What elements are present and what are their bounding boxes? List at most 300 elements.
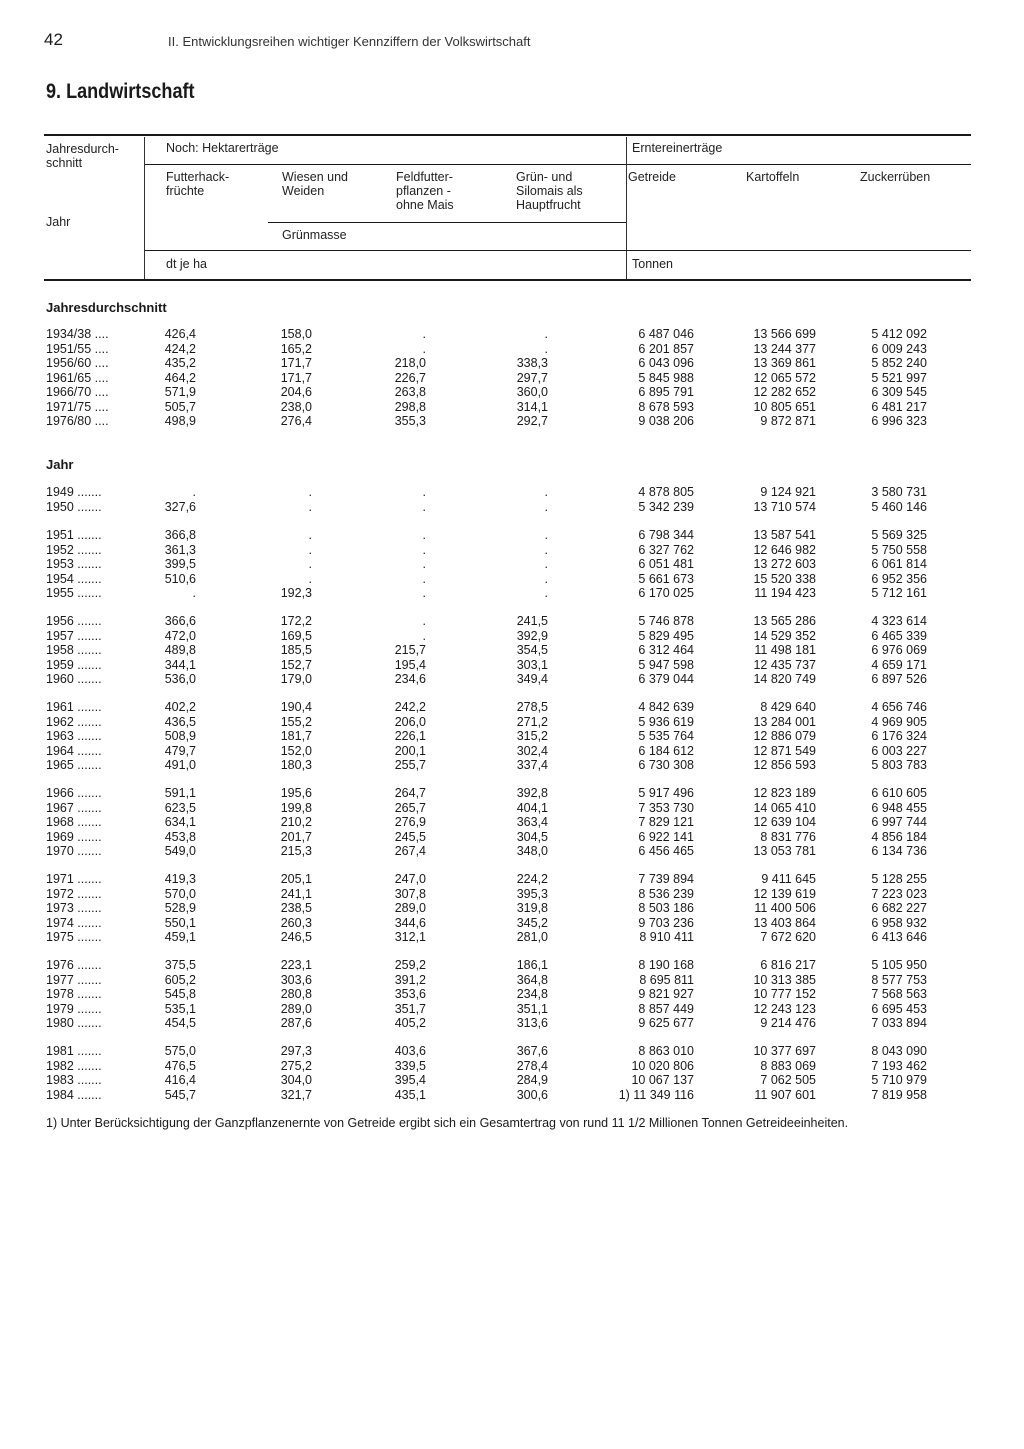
wiesen-value: 181,7 (280, 729, 312, 743)
col-header-zuckerrueben: Zuckerrüben (860, 170, 931, 184)
futterhack-value: 344,1 (164, 657, 196, 672)
wiesen-value: 199,8 (280, 800, 312, 815)
table-row (0, 342, 1024, 357)
table-row (0, 1059, 1024, 1074)
gruenmais-value: 338,3 (516, 356, 548, 370)
getreide-value: 8 857 449 (638, 1001, 694, 1016)
kartoffeln-value: 15 520 338 (753, 571, 816, 586)
wiesen-value: . (308, 571, 312, 586)
getreide-value: 1) 11 349 116 (618, 1087, 694, 1102)
feldfutter-value: 226,7 (394, 370, 426, 385)
zuckerrueben-value: 6 061 814 (871, 557, 927, 571)
zuckerrueben-value: 5 852 240 (871, 356, 927, 370)
row-label: 1964 ....... (46, 743, 102, 758)
kartoffeln-value: 14 820 749 (753, 672, 816, 686)
kartoffeln-value: 8 831 776 (760, 829, 816, 844)
futterhack-value: 419,3 (164, 872, 196, 886)
unit-tonnen: Tonnen (632, 257, 674, 271)
wiesen-value: 180,3 (280, 758, 312, 772)
getreide-value: 6 184 612 (638, 743, 694, 758)
zuckerrueben-value: 6 897 526 (871, 672, 927, 686)
row-label: 1971/75 .... (46, 399, 109, 414)
table-row (0, 485, 1024, 500)
gruenmais-value: 364,8 (516, 972, 548, 987)
zuckerrueben-value: 7 568 563 (871, 987, 927, 1001)
futterhack-value: 416,4 (164, 1073, 196, 1087)
feldfutter-value: 351,7 (394, 1001, 426, 1016)
getreide-value: 5 947 598 (638, 657, 694, 672)
futterhack-value: 472,0 (164, 628, 196, 643)
row-label: 1979 ....... (46, 1001, 102, 1016)
wiesen-value: 204,6 (280, 385, 312, 399)
futterhack-value: 361,3 (164, 542, 196, 557)
kartoffeln-value: 9 124 921 (760, 485, 816, 499)
table-row (0, 758, 1024, 773)
futterhack-value: 454,5 (164, 1016, 196, 1030)
gruenmais-value: . (544, 485, 548, 499)
rule-units (145, 250, 971, 251)
kartoffeln-value: 9 411 645 (761, 872, 816, 886)
getreide-value: 7 353 730 (638, 800, 694, 815)
gruenmais-value: 345,2 (516, 915, 548, 930)
kartoffeln-value: 9 214 476 (760, 1016, 816, 1030)
futterhack-value: 549,0 (164, 844, 196, 858)
getreide-value: 6 170 025 (638, 586, 694, 600)
getreide-value: 8 695 811 (639, 972, 694, 987)
col-header-wiesen: Wiesen und Weiden (282, 170, 349, 198)
getreide-value: 8 910 411 (639, 930, 694, 944)
rule-header-bottom (44, 279, 971, 281)
row-label: 1949 ....... (46, 485, 102, 499)
getreide-value: 5 936 619 (638, 714, 694, 729)
wiesen-value: . (308, 557, 312, 571)
row-label: 1960 ....... (46, 672, 102, 686)
zuckerrueben-value: 3 580 731 (871, 485, 927, 499)
futterhack-value: . (192, 485, 196, 499)
col-header-getreide: Getreide (628, 170, 676, 184)
futterhack-value: 545,7 (164, 1087, 196, 1102)
getreide-value: 6 487 046 (638, 327, 694, 341)
wiesen-value: 171,7 (280, 356, 312, 370)
zuckerrueben-value: 7 033 894 (871, 1016, 927, 1030)
zuckerrueben-value: 6 952 356 (871, 571, 927, 586)
futterhack-value: 536,0 (164, 672, 196, 686)
kartoffeln-value: 7 062 505 (760, 1073, 816, 1087)
futterhack-value: 426,4 (164, 327, 196, 341)
getreide-value: 6 922 141 (638, 829, 694, 844)
feldfutter-value: 215,7 (394, 643, 426, 657)
getreide-value: 6 730 308 (638, 758, 694, 772)
getreide-value: 7 739 894 (638, 872, 694, 886)
wiesen-value: 275,2 (280, 1058, 312, 1073)
gruenmais-value: 281,0 (516, 930, 548, 944)
group-header-hektar: Noch: Hektarerträge (166, 141, 279, 155)
feldfutter-value: . (422, 586, 426, 600)
table-row (0, 385, 1024, 400)
row-label: 1982 ....... (46, 1058, 102, 1073)
feldfutter-value: . (422, 557, 426, 571)
wiesen-value: 303,6 (280, 972, 312, 987)
feldfutter-value: 391,2 (394, 972, 426, 987)
getreide-value: 5 661 673 (638, 571, 694, 586)
wiesen-value: 158,0 (280, 327, 312, 341)
kartoffeln-value: 9 872 871 (760, 414, 816, 428)
futterhack-value: 435,2 (164, 356, 196, 370)
wiesen-value: . (308, 485, 312, 499)
kartoffeln-value: 13 244 377 (753, 341, 816, 356)
wiesen-value: . (308, 499, 312, 514)
row-label: 1952 ....... (46, 542, 102, 557)
table-row (0, 830, 1024, 845)
zuckerrueben-value: 6 997 744 (871, 815, 927, 829)
gruenmais-value: 315,2 (516, 729, 548, 743)
table-row (0, 1073, 1024, 1088)
feldfutter-value: 435,1 (394, 1087, 426, 1102)
row-label: 1969 ....... (46, 829, 102, 844)
feldfutter-value: 395,4 (394, 1073, 426, 1087)
kartoffeln-value: 13 369 861 (753, 356, 816, 370)
gruenmais-value: 271,2 (516, 714, 548, 729)
zuckerrueben-value: 5 128 255 (871, 872, 927, 886)
gruenmais-value: . (544, 499, 548, 514)
futterhack-value: 491,0 (164, 758, 196, 772)
getreide-value: 6 201 857 (638, 341, 694, 356)
kartoffeln-value: 12 871 549 (753, 743, 816, 758)
futterhack-value: 476,5 (164, 1058, 196, 1073)
stub-header-top: Jahresdurch- schnitt (46, 142, 119, 170)
zuckerrueben-value: 4 856 184 (871, 829, 927, 844)
table-row (0, 614, 1024, 629)
getreide-value: 7 829 121 (638, 815, 694, 829)
row-label: 1981 ....... (46, 1044, 102, 1058)
wiesen-value: 192,3 (280, 586, 312, 600)
table-row (0, 629, 1024, 644)
futterhack-value: . (192, 586, 196, 600)
getreide-value: 5 746 878 (638, 614, 694, 628)
row-label: 1977 ....... (46, 972, 102, 987)
kartoffeln-value: 11 498 181 (754, 643, 816, 657)
kartoffeln-value: 11 194 423 (754, 586, 816, 600)
feldfutter-value: . (422, 327, 426, 341)
feldfutter-value: 195,4 (394, 657, 426, 672)
gruenmais-value: 302,4 (516, 743, 548, 758)
gruenmais-value: 354,5 (516, 643, 548, 657)
table-row (0, 801, 1024, 816)
futterhack-value: 366,8 (164, 528, 196, 542)
futterhack-value: 634,1 (164, 815, 196, 829)
kartoffeln-value: 13 403 864 (753, 915, 816, 930)
feldfutter-value: 353,6 (394, 987, 426, 1001)
wiesen-value: 165,2 (280, 341, 312, 356)
getreide-value: 5 917 496 (638, 786, 694, 800)
wiesen-value: 260,3 (280, 915, 312, 930)
gruenmais-value: 224,2 (516, 872, 548, 886)
table-row (0, 672, 1024, 687)
kartoffeln-value: 6 816 217 (760, 958, 816, 972)
getreide-value: 6 051 481 (638, 557, 694, 571)
row-label: 1953 ....... (46, 557, 102, 571)
gruenmais-value: 360,0 (516, 385, 548, 399)
gruenmais-value: 367,6 (516, 1044, 548, 1058)
futterhack-value: 510,6 (164, 571, 196, 586)
zuckerrueben-value: 5 569 325 (871, 528, 927, 542)
getreide-value: 9 821 927 (638, 987, 694, 1001)
futterhack-value: 545,8 (164, 987, 196, 1001)
futterhack-value: 464,2 (164, 370, 196, 385)
wiesen-value: . (308, 528, 312, 542)
section-heading-average: Jahresdurchschnitt (46, 300, 167, 315)
gruenmais-value: 349,4 (516, 672, 548, 686)
table-row (0, 958, 1024, 973)
gruenmais-value: 395,3 (516, 886, 548, 901)
gruenmais-value: 313,6 (516, 1016, 548, 1030)
wiesen-value: 304,0 (280, 1073, 312, 1087)
kartoffeln-value: 13 565 286 (753, 614, 816, 628)
kartoffeln-value: 13 566 699 (753, 327, 816, 341)
kartoffeln-value: 12 823 189 (753, 786, 816, 800)
getreide-value: 9 038 206 (638, 414, 694, 428)
wiesen-value: 238,5 (280, 901, 312, 915)
getreide-value: 8 536 239 (638, 886, 694, 901)
zuckerrueben-value: 6 958 932 (871, 915, 927, 930)
row-label: 1967 ....... (46, 800, 102, 815)
row-label: 1980 ....... (46, 1016, 102, 1030)
table-row (0, 543, 1024, 558)
wiesen-value: 238,0 (280, 399, 312, 414)
getreide-value: 4 842 639 (638, 700, 694, 714)
wiesen-value: 201,7 (280, 829, 312, 844)
wiesen-value: 185,5 (280, 643, 312, 657)
zuckerrueben-value: 4 323 614 (871, 614, 927, 628)
gruenmais-value: . (544, 528, 548, 542)
col-header-futterhack: Futterhack- früchte (166, 170, 230, 198)
getreide-value: 5 829 495 (638, 628, 694, 643)
wiesen-value: 172,2 (280, 614, 312, 628)
running-header: II. Entwicklungsreihen wichtiger Kennziffern der Volkswirtschaft (168, 34, 531, 49)
feldfutter-value: 405,2 (394, 1016, 426, 1030)
futterhack-value: 366,6 (164, 614, 196, 628)
getreide-value: 6 895 791 (638, 385, 694, 399)
table-row (0, 1016, 1024, 1031)
row-label: 1972 ....... (46, 886, 102, 901)
getreide-value: 10 020 806 (631, 1058, 694, 1073)
gruenmais-value: 300,6 (516, 1087, 548, 1102)
feldfutter-value: 276,9 (394, 815, 426, 829)
row-label: 1957 ....... (46, 628, 102, 643)
getreide-value: 5 845 988 (638, 370, 694, 385)
row-label: 1934/38 .... (46, 327, 109, 341)
row-label: 1963 ....... (46, 729, 102, 743)
kartoffeln-value: 12 639 104 (753, 815, 816, 829)
feldfutter-value: 339,5 (394, 1058, 426, 1073)
futterhack-value: 402,2 (164, 700, 196, 714)
futterhack-value: 571,9 (164, 385, 196, 399)
wiesen-value: 179,0 (280, 672, 312, 686)
zuckerrueben-value: 6 682 227 (871, 901, 927, 915)
table-row (0, 572, 1024, 587)
feldfutter-value: 200,1 (394, 743, 426, 758)
divider-stub (144, 137, 145, 279)
kartoffeln-value: 12 065 572 (753, 370, 816, 385)
getreide-value: 5 535 764 (638, 729, 694, 743)
zuckerrueben-value: 5 105 950 (871, 958, 927, 972)
table-row (0, 744, 1024, 759)
feldfutter-value: 226,1 (394, 729, 426, 743)
zuckerrueben-value: 5 710 979 (871, 1073, 927, 1087)
row-label: 1984 ....... (46, 1087, 102, 1102)
feldfutter-value: 234,6 (394, 672, 426, 686)
zuckerrueben-value: 6 176 324 (871, 729, 927, 743)
zuckerrueben-value: 6 996 323 (871, 414, 927, 428)
row-label: 1974 ....... (46, 915, 102, 930)
row-label: 1951 ....... (46, 528, 102, 542)
wiesen-value: 190,4 (280, 700, 312, 714)
futterhack-value: 528,9 (164, 901, 196, 915)
table-row (0, 1088, 1024, 1103)
zuckerrueben-value: 6 948 455 (871, 800, 927, 815)
gruenmais-value: 278,4 (516, 1058, 548, 1073)
feldfutter-value: 265,7 (394, 800, 426, 815)
table-row (0, 371, 1024, 386)
futterhack-value: 459,1 (164, 930, 196, 944)
row-label: 1954 ....... (46, 571, 102, 586)
getreide-value: 6 043 096 (638, 356, 694, 370)
gruenmais-value: 284,9 (516, 1073, 548, 1087)
wiesen-value: 276,4 (280, 414, 312, 428)
table-row (0, 356, 1024, 371)
gruenmais-value: 297,7 (516, 370, 548, 385)
getreide-value: 8 190 168 (638, 958, 694, 972)
kartoffeln-value: 10 377 697 (753, 1044, 816, 1058)
wiesen-value: 321,7 (280, 1087, 312, 1102)
futterhack-value: 327,6 (164, 499, 196, 514)
wiesen-value: 241,1 (280, 886, 312, 901)
gruenmais-value: . (544, 586, 548, 600)
wiesen-value: 297,3 (280, 1044, 312, 1058)
kartoffeln-value: 12 139 619 (753, 886, 816, 901)
divider-hektar-ernte (626, 137, 627, 279)
table-row (0, 1002, 1024, 1017)
gruenmais-value: 241,5 (516, 614, 548, 628)
row-label: 1951/55 .... (46, 341, 109, 356)
zuckerrueben-value: 6 610 605 (871, 786, 927, 800)
gruenmais-value: . (544, 557, 548, 571)
wiesen-value: 155,2 (280, 714, 312, 729)
zuckerrueben-value: 6 309 545 (871, 385, 927, 399)
getreide-value: 6 456 465 (638, 844, 694, 858)
table-row (0, 844, 1024, 859)
kartoffeln-value: 14 065 410 (753, 800, 816, 815)
gruenmais-value: . (544, 571, 548, 586)
table-row (0, 916, 1024, 931)
gruenmais-value: 351,1 (516, 1001, 548, 1016)
getreide-value: 4 878 805 (638, 485, 694, 499)
row-label: 1966 ....... (46, 786, 102, 800)
gruenmais-value: 392,8 (516, 786, 548, 800)
feldfutter-value: 259,2 (394, 958, 426, 972)
futterhack-value: 505,7 (164, 399, 196, 414)
wiesen-value: 171,7 (280, 370, 312, 385)
futterhack-value: 575,0 (164, 1044, 196, 1058)
feldfutter-value: 344,6 (394, 915, 426, 930)
table-row (0, 700, 1024, 715)
wiesen-value: 287,6 (280, 1016, 312, 1030)
row-label: 1961 ....... (46, 700, 102, 714)
table-row (0, 643, 1024, 658)
kartoffeln-value: 7 672 620 (760, 930, 816, 944)
kartoffeln-value: 12 646 982 (753, 542, 816, 557)
zuckerrueben-value: 5 521 997 (871, 370, 927, 385)
feldfutter-value: . (422, 499, 426, 514)
futterhack-value: 399,5 (164, 557, 196, 571)
zuckerrueben-value: 7 223 023 (871, 886, 927, 901)
kartoffeln-value: 12 856 593 (753, 758, 816, 772)
row-label: 1958 ....... (46, 643, 102, 657)
row-label: 1956 ....... (46, 614, 102, 628)
feldfutter-value: 245,5 (394, 829, 426, 844)
getreide-value: 6 312 464 (638, 643, 694, 657)
row-label: 1971 ....... (46, 872, 102, 886)
wiesen-value: 210,2 (280, 815, 312, 829)
zuckerrueben-value: 6 134 736 (871, 844, 927, 858)
gruenmais-value: 319,8 (516, 901, 548, 915)
getreide-value: 9 703 236 (638, 915, 694, 930)
gruenmais-value: 363,4 (516, 815, 548, 829)
kartoffeln-value: 12 886 079 (753, 729, 816, 743)
wiesen-value: 289,0 (280, 1001, 312, 1016)
table-row (0, 729, 1024, 744)
kartoffeln-value: 13 587 541 (753, 528, 816, 542)
table-row (0, 500, 1024, 515)
row-label: 1970 ....... (46, 844, 102, 858)
gruenmais-value: 186,1 (516, 958, 548, 972)
kartoffeln-value: 13 284 001 (753, 714, 816, 729)
feldfutter-value: 267,4 (394, 844, 426, 858)
row-label: 1983 ....... (46, 1073, 102, 1087)
gruenmais-value: . (544, 542, 548, 557)
feldfutter-value: . (422, 542, 426, 557)
zuckerrueben-value: 4 969 905 (871, 714, 927, 729)
col-header-gruenmais: Grün- und Silomais als Hauptfrucht (516, 170, 583, 212)
feldfutter-value: 289,0 (394, 901, 426, 915)
row-label: 1961/65 .... (46, 370, 109, 385)
kartoffeln-value: 10 313 385 (753, 972, 816, 987)
wiesen-value: . (308, 542, 312, 557)
rule-top (44, 134, 971, 136)
kartoffeln-value: 11 400 506 (754, 901, 816, 915)
futterhack-value: 453,8 (164, 829, 196, 844)
table-row (0, 414, 1024, 429)
futterhack-value: 550,1 (164, 915, 196, 930)
gruenmais-value: 314,1 (516, 399, 548, 414)
zuckerrueben-value: 6 695 453 (871, 1001, 927, 1016)
col-header-kartoffeln: Kartoffeln (746, 170, 800, 184)
zuckerrueben-value: 6 003 227 (871, 743, 927, 758)
col-header-feldfutter: Feldfutter- pflanzen - ohne Mais (396, 170, 454, 212)
table-row (0, 815, 1024, 830)
row-label: 1975 ....... (46, 930, 102, 944)
feldfutter-value: 255,7 (394, 758, 426, 772)
kartoffeln-value: 8 883 069 (760, 1058, 816, 1073)
kartoffeln-value: 12 243 123 (753, 1001, 816, 1016)
getreide-value: 8 678 593 (638, 399, 694, 414)
table-row (0, 887, 1024, 902)
table-row (0, 528, 1024, 543)
row-label: 1973 ....... (46, 901, 102, 915)
zuckerrueben-value: 5 750 558 (871, 542, 927, 557)
gruenmais-value: 337,4 (516, 758, 548, 772)
futterhack-value: 535,1 (164, 1001, 196, 1016)
